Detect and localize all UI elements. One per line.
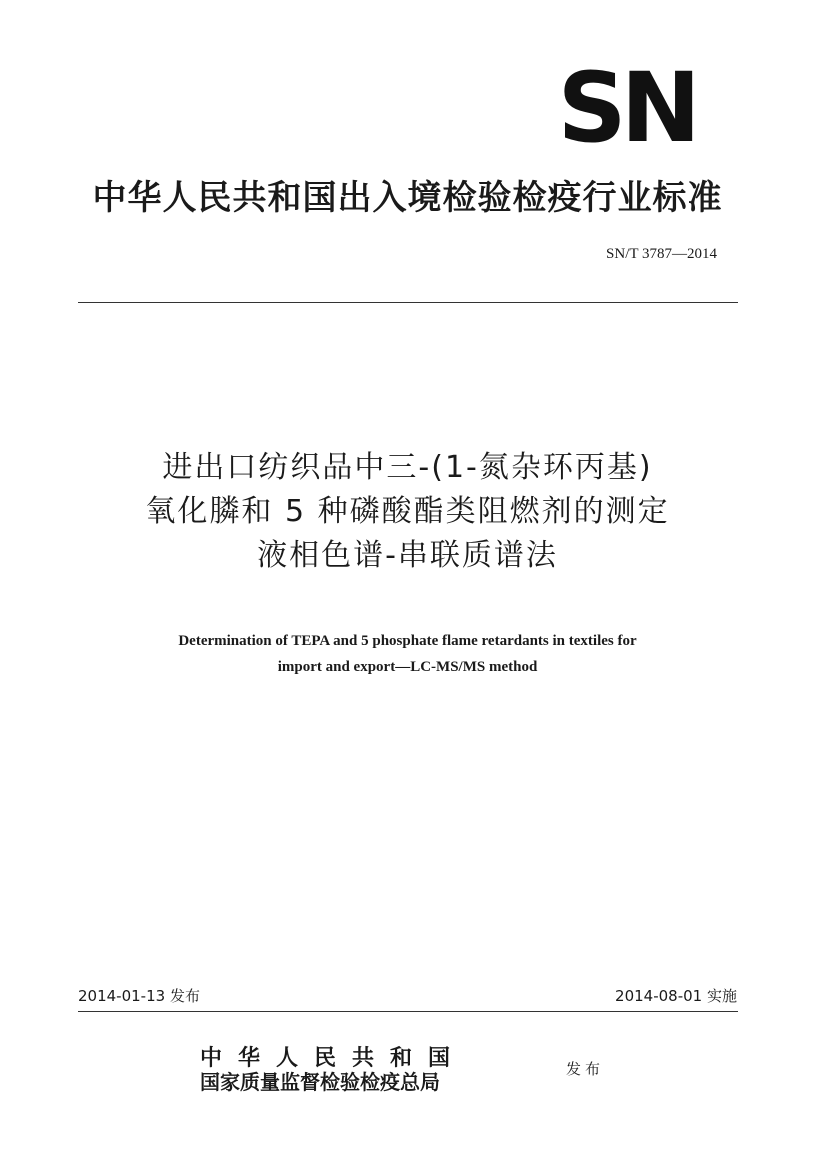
standard-name: 中华人民共和国出入境检验检疫行业标准 — [92, 178, 723, 218]
header-divider — [78, 302, 738, 303]
title-en-line-1: Determination of TEPA and 5 phosphate flame retardants in textiles for — [178, 633, 637, 649]
implement-date: 2014-08-01 实施 — [615, 987, 737, 1005]
title-zh-line-1: 进出口纺织品中三-(1-氮杂环丙基) — [162, 450, 653, 485]
english-title — [0, 628, 815, 680]
issue-label: 发布 — [566, 1060, 605, 1078]
issuing-authority — [200, 1046, 466, 1094]
title-zh-line-2: 氧化膦和 5 种磷酸酯类阻燃剂的测定 — [145, 494, 670, 529]
title-en-line-2: import and export—LC-MS/MS method — [277, 659, 538, 675]
footer-divider — [78, 1011, 738, 1012]
issuer-line-1: 中华人民共和国 — [200, 1045, 467, 1071]
issuer-line-2: 国家质量监督检验检疫总局 — [200, 1070, 440, 1094]
document-title — [0, 446, 815, 578]
standard-code: SN/T 3787—2014 — [606, 246, 717, 262]
title-zh-line-3: 液相色谱-串联质谱法 — [257, 538, 558, 573]
issue-date: 2014-01-13 发布 — [78, 987, 200, 1005]
sn-logo: SN — [557, 52, 695, 164]
